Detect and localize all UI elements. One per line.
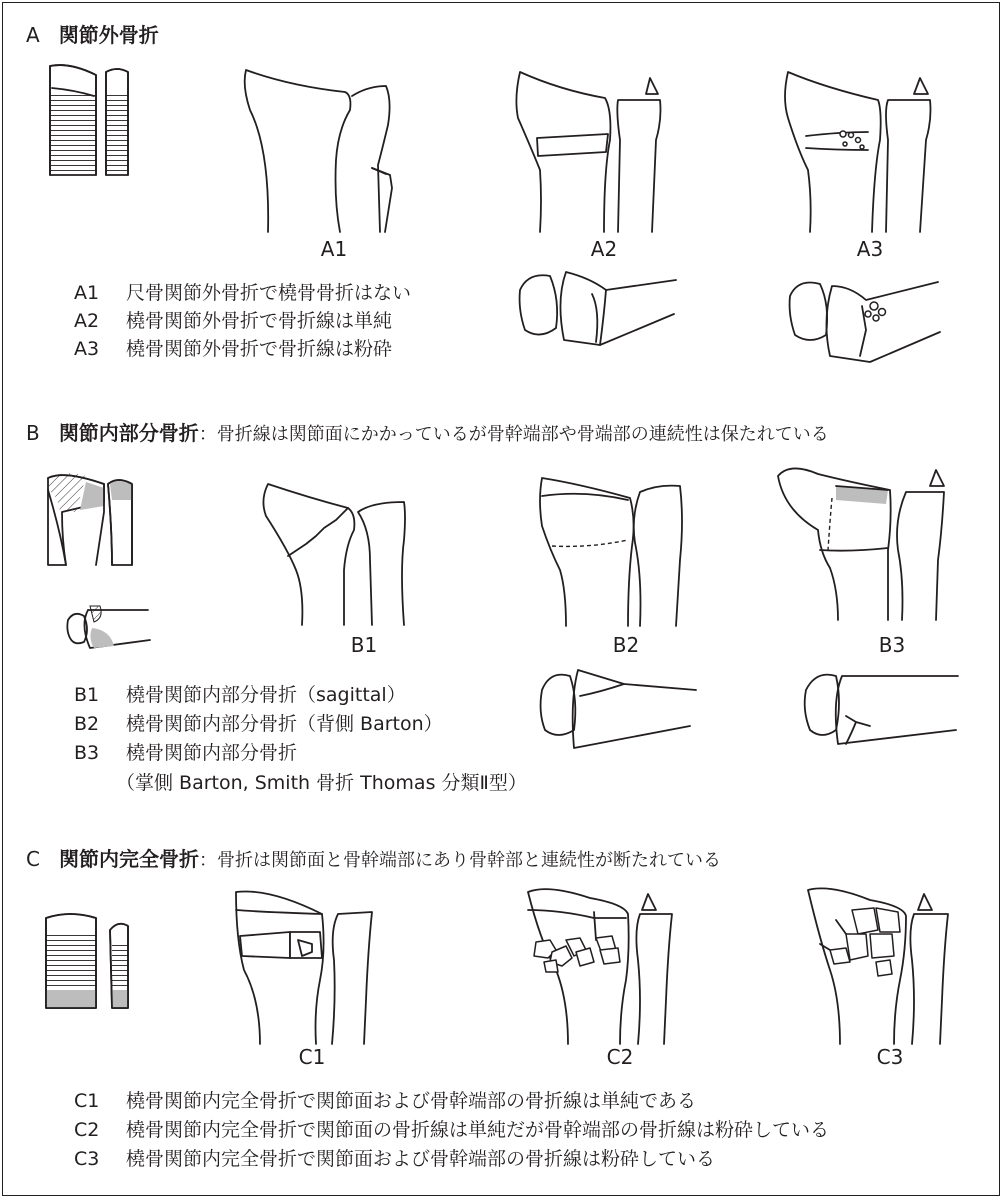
b1-illustration — [263, 484, 405, 625]
section-b-letter: B — [26, 421, 40, 445]
legend-a3 — [74, 338, 392, 360]
legend-text: 橈骨関節内部分骨折（背側 Barton） — [126, 713, 443, 735]
legend-a2 — [74, 310, 392, 332]
section-c-title: 関節内完全骨折 — [59, 847, 200, 871]
section-c-heading — [26, 848, 721, 872]
legend-text: 尺骨関節外骨折で橈骨骨折はない — [126, 282, 412, 304]
section-c-letter: C — [26, 847, 40, 871]
c-schematic-diagram — [46, 914, 128, 1008]
legend-code: B2 — [74, 713, 100, 735]
legend-text: 橈骨関節外骨折で骨折線は単純 — [126, 310, 393, 332]
legend-code: C3 — [74, 1148, 100, 1170]
b-lateral-view-left — [541, 670, 696, 748]
label-a1: A1 — [320, 237, 348, 261]
a3-illustration — [785, 72, 931, 232]
legend-code: A3 — [74, 338, 100, 360]
legend-a1 — [74, 282, 411, 304]
c3-illustration — [808, 888, 948, 1044]
legend-c3 — [74, 1148, 715, 1170]
legend-b3 — [74, 742, 297, 764]
legend-b3-note: （掌側 Barton, Smith 骨折 Thomas 分類Ⅱ型） — [116, 772, 527, 794]
section-a-heading — [26, 24, 159, 46]
label-c1: C1 — [298, 1045, 326, 1069]
a1-illustration — [245, 70, 392, 232]
legend-text: 橈骨関節内完全骨折で関節面および骨幹端部の骨折線は粉砕している — [126, 1148, 716, 1170]
a-lateral-view-left — [520, 272, 676, 345]
legend-code: C2 — [74, 1119, 100, 1141]
label-c3: C3 — [876, 1045, 904, 1069]
label-b1: B1 — [350, 633, 378, 657]
label-b3: B3 — [878, 633, 906, 657]
section-c-description: ：骨折は関節面と骨幹端部にあり骨幹部と連続性が断たれている — [199, 850, 722, 871]
legend-text: 橈骨関節内完全骨折で関節面の骨折線は単純だが骨幹端部の骨折線は粉砕している — [126, 1119, 830, 1141]
c2-illustration — [528, 889, 672, 1044]
section-a-title: 関節外骨折 — [58, 23, 159, 47]
legend-code: B3 — [74, 742, 100, 764]
c1-illustration — [236, 891, 372, 1044]
legend-code: B1 — [74, 684, 100, 706]
legend-code: A1 — [74, 282, 100, 304]
b-schematic-diagram — [48, 473, 150, 648]
a-lateral-view-right — [790, 282, 940, 362]
section-b-title: 関節内部分骨折 — [58, 421, 199, 445]
a2-illustration — [516, 72, 660, 232]
section-b-heading — [26, 422, 829, 446]
label-a3: A3 — [856, 237, 884, 261]
b3-illustration — [778, 468, 944, 620]
legend-c2 — [74, 1119, 829, 1141]
legend-code: C1 — [74, 1090, 100, 1112]
label-a2: A2 — [590, 237, 618, 261]
legend-text: 橈骨関節内完全骨折で関節面および骨幹端部の骨折線は単純である — [126, 1090, 697, 1112]
legend-text: 橈骨関節内部分骨折 — [126, 742, 298, 764]
legend-text: 橈骨関節内部分骨折（sagittal） — [126, 684, 406, 706]
label-b2: B2 — [612, 633, 640, 657]
section-a-letter: A — [26, 23, 40, 47]
legend-b2 — [74, 713, 443, 735]
label-c2: C2 — [606, 1045, 634, 1069]
legend-c1 — [74, 1090, 696, 1112]
legend-code: A2 — [74, 310, 100, 332]
a-schematic-diagram — [50, 65, 128, 175]
b-lateral-view-right — [805, 675, 958, 744]
legend-text: 橈骨関節外骨折で骨折線は粉砕 — [126, 338, 393, 360]
legend-b1 — [74, 684, 406, 706]
section-b-description: ：骨折線は関節面にかかっているが骨幹端部や骨端部の連続性は保たれている — [198, 424, 829, 445]
b2-illustration — [540, 478, 682, 626]
